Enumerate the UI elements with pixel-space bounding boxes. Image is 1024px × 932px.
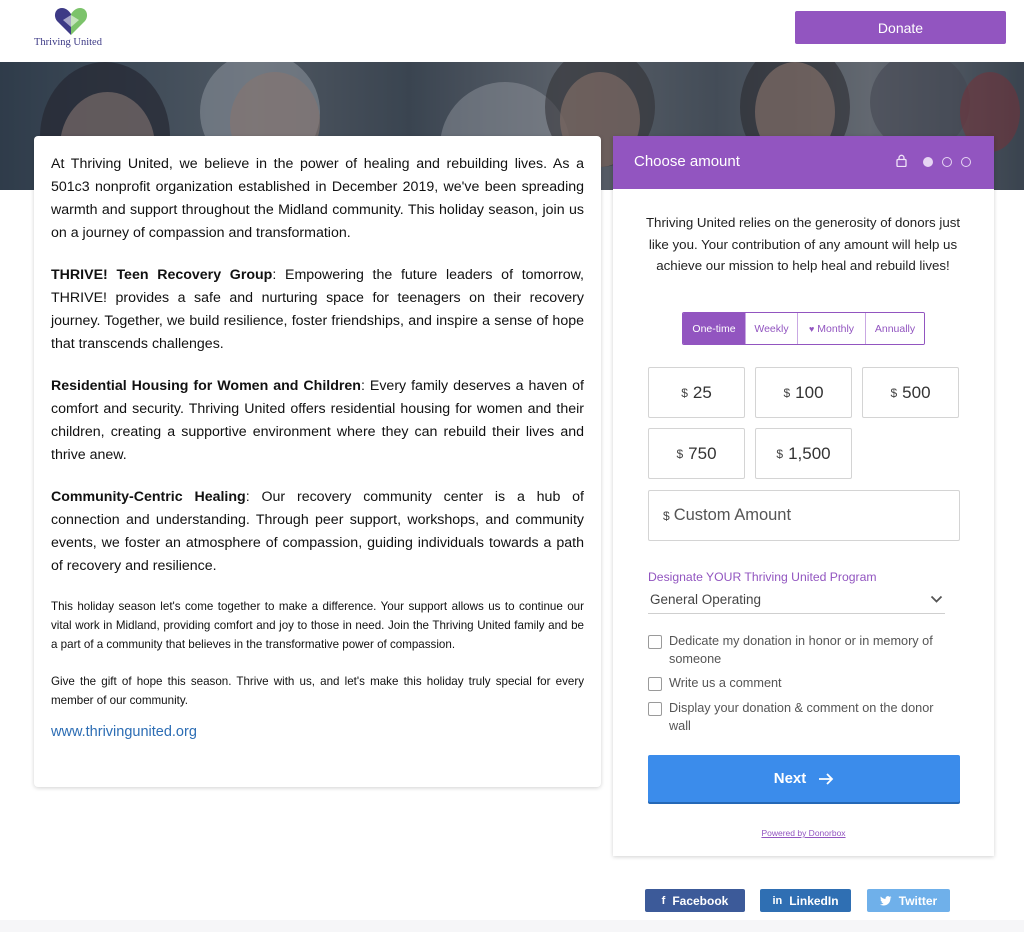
amount-option-100[interactable] xyxy=(755,367,852,418)
heart-handshake-logo-icon xyxy=(54,6,88,36)
top-header xyxy=(0,0,1024,62)
currency-symbol: $ xyxy=(776,446,784,461)
share-linkedin-button[interactable] xyxy=(760,889,851,912)
amount-value: 1,500 xyxy=(788,443,831,463)
powered-by-link[interactable]: Powered by Donorbox xyxy=(761,828,846,838)
comment-checkbox-row[interactable] xyxy=(648,674,948,692)
section-body: : Empowering the future leaders of tomorrow, THRIVE! provides a safe and nurturing space for teenagers on their recovery journey. Together, we build resilience, foster friendships, and inspire a sense of hope that transcends challenges. xyxy=(51,267,584,352)
dedicate-checkbox-row[interactable] xyxy=(648,632,948,668)
frequency-monthly-label: Monthly xyxy=(817,322,855,335)
form-title: Choose amount xyxy=(634,153,740,170)
heart-icon: ♥ xyxy=(808,323,815,334)
donate-button[interactable]: Donate xyxy=(795,11,1006,44)
form-intro: Thriving United relies on the generosity of donors just like you. Your contribution of any amount will help us achieve our mission to help heal and rebuild lives! xyxy=(645,215,961,273)
currency-symbol: $ xyxy=(783,385,791,400)
story-section-residential-housing xyxy=(51,375,584,467)
campaign-description xyxy=(34,136,601,787)
frequency-annually[interactable]: Annually xyxy=(866,313,924,344)
brand-logo[interactable] xyxy=(34,6,114,54)
website-link[interactable]: www.thrivingunited.org xyxy=(51,724,197,740)
designation-select[interactable] xyxy=(648,592,945,614)
step-indicator-1 xyxy=(923,157,933,167)
chevron-down-icon xyxy=(930,595,943,604)
story-intro: At Thriving United, we believe in the power of healing and rebuilding lives. As a 501c3 nonprofit organization established in December 2019, we've been spreading warmth and support throughout the Midland community. This holiday season, join us on a journey of compassion and transformation. xyxy=(51,156,584,241)
amount-value: 750 xyxy=(688,443,717,463)
lock-icon xyxy=(896,154,907,167)
share-twitter-button[interactable] xyxy=(867,889,950,912)
comment-checkbox[interactable] xyxy=(648,677,662,691)
custom-amount-input[interactable] xyxy=(674,506,934,525)
designation-label: Designate YOUR Thriving United Program xyxy=(648,570,877,584)
section-heading: Residential Housing for Women and Children xyxy=(51,378,361,394)
twitter-icon xyxy=(880,896,892,906)
share-linkedin-label: LinkedIn xyxy=(789,893,839,908)
next-label: Next xyxy=(773,770,807,787)
story-section-community-healing xyxy=(51,486,584,578)
story-closing-2: Give the gift of hope this season. Thrive with us, and let's make this holiday truly special for every member of our community. xyxy=(51,675,584,707)
share-facebook-button[interactable] xyxy=(645,889,745,912)
amount-value: 25 xyxy=(692,382,712,402)
donation-form xyxy=(613,136,994,856)
section-heading: THRIVE! Teen Recovery Group xyxy=(51,267,273,283)
donor-wall-checkbox-row[interactable] xyxy=(648,699,948,735)
share-twitter-label: Twitter xyxy=(898,893,938,908)
section-heading: Community-Centric Healing xyxy=(51,489,246,505)
page-footer-strip xyxy=(0,920,1024,932)
custom-amount-field[interactable] xyxy=(648,490,960,541)
currency-symbol: $ xyxy=(890,385,898,400)
donor-wall-checkbox[interactable] xyxy=(648,702,662,716)
frequency-monthly[interactable] xyxy=(798,313,866,344)
currency-symbol: $ xyxy=(663,508,670,523)
frequency-selector xyxy=(682,312,925,345)
dedicate-checkbox[interactable] xyxy=(648,635,662,649)
designation-value: General Operating xyxy=(650,592,762,607)
frequency-one-time[interactable]: One-time xyxy=(683,313,746,344)
form-header xyxy=(613,136,994,189)
brand-name: Thriving United xyxy=(34,37,102,48)
dedicate-label: Dedicate my donation in honor or in memory of someone xyxy=(669,634,933,666)
step-indicator-2 xyxy=(942,157,952,167)
frequency-weekly[interactable]: Weekly xyxy=(746,313,798,344)
step-indicator-3 xyxy=(961,157,971,167)
currency-symbol: $ xyxy=(681,385,688,400)
donor-wall-label: Display your donation & comment on the donor wall xyxy=(669,701,934,733)
next-button[interactable] xyxy=(648,755,960,802)
linkedin-icon: in xyxy=(772,894,783,907)
amount-option-1500[interactable] xyxy=(755,428,852,479)
arrow-right-icon xyxy=(818,773,834,785)
story-section-teen-recovery xyxy=(51,264,584,356)
story-closing-1: This holiday season let's come together to make a difference. Your support allows us to continue our vital work in Midland, providing comfort and joy to those in need. Join the Thriving United family and be a part of a community that believes in the transformative power of compassion. xyxy=(51,600,584,651)
section-body: : Our recovery community center is a hub of connection and understanding. Through peer support, workshops, and community events, we foster an atmosphere of compassion, guiding individuals towards a path of recovery and resilience. xyxy=(51,489,584,574)
amount-option-750[interactable] xyxy=(648,428,745,479)
currency-symbol: $ xyxy=(676,446,684,461)
amount-value: 100 xyxy=(795,382,824,402)
amount-option-500[interactable] xyxy=(862,367,959,418)
comment-label: Write us a comment xyxy=(669,676,782,690)
amount-value: 500 xyxy=(902,382,931,402)
amount-option-25[interactable] xyxy=(648,367,745,418)
share-facebook-label: Facebook xyxy=(672,893,729,908)
section-body: : Every family deserves a haven of comfort and security. Thriving United offers residential housing for women and their children, creating a supportive environment where they can rebuild their lives and thrive anew. xyxy=(51,378,584,463)
facebook-icon: f xyxy=(661,894,666,907)
